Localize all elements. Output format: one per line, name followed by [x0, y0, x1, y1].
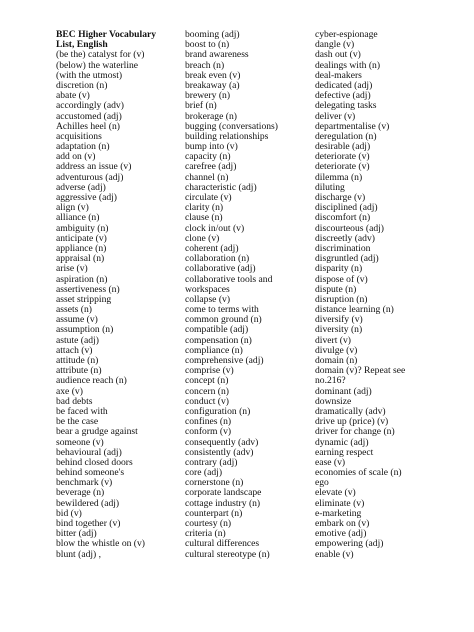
vocabulary-entry: acquisitions: [56, 130, 102, 142]
vocabulary-entry: distance learning (n): [315, 304, 394, 316]
vocabulary-entry: disruption (n): [315, 293, 368, 305]
vocabulary-entry: deal-makers: [315, 69, 362, 81]
vocabulary-entry: workspaces: [185, 283, 230, 295]
vocabulary-entry: alliance (n): [56, 212, 100, 224]
vocabulary-entry: clock in/out (v): [185, 222, 245, 234]
vocabulary-entry: building relationships: [185, 130, 269, 142]
vocabulary-entry: desirable (adj): [315, 141, 371, 153]
vocabulary-entry: no.216?: [315, 375, 346, 387]
vocabulary-entry: bewildered (adj): [56, 497, 120, 509]
vocabulary-entry: diluting: [315, 181, 345, 193]
vocabulary-entry: ego: [315, 477, 329, 489]
vocabulary-entry: discreetly (adv): [315, 232, 375, 244]
vocabulary-entry: criteria (n): [185, 528, 226, 540]
vocabulary-entry: dispose of (v): [315, 273, 368, 285]
vocabulary-entry: align (v): [56, 202, 89, 214]
vocabulary-entry: assumption (n): [56, 324, 114, 336]
vocabulary-entry: dilemma (n): [315, 171, 363, 183]
vocabulary-entry: circulate (v): [185, 192, 232, 203]
vocabulary-entry: (with the utmost): [56, 69, 123, 81]
vocabulary-entry: discrimination: [315, 242, 371, 254]
document-title-line-2: List, English: [56, 39, 108, 51]
vocabulary-entry: behind someone's: [56, 467, 125, 479]
vocabulary-entry: attitude (n): [56, 355, 99, 366]
vocabulary-entry: dominant (adj): [315, 385, 372, 397]
vocabulary-entry: domain (n): [315, 355, 358, 366]
vocabulary-entry: bad debts: [56, 395, 93, 407]
vocabulary-entry: concern (n): [185, 385, 229, 397]
vocabulary-entry: diversify (v): [315, 314, 363, 326]
vocabulary-entry: benchmark (v): [56, 477, 113, 489]
vocabulary-entry: eliminate (v): [315, 497, 365, 509]
vocabulary-entry: assume (v): [56, 314, 98, 326]
vocabulary-entry: brokerage (n): [185, 110, 237, 122]
vocabulary-entry: comprise (v): [185, 365, 234, 377]
vocabulary-entry: common ground (n): [185, 314, 262, 326]
vocabulary-entry: disciplined (adj): [315, 202, 378, 214]
vocabulary-entry: dramatically (adv): [315, 405, 386, 417]
vocabulary-entry: asset stripping: [56, 293, 112, 305]
vocabulary-entry: carefree (adj): [185, 161, 237, 173]
vocabulary-entry: adverse (adj): [56, 181, 106, 193]
vocabulary-entry: deregulation (n): [315, 130, 377, 142]
vocabulary-entry: diversity (n): [315, 324, 363, 336]
vocabulary-entry: consequently (adv): [185, 436, 259, 448]
vocabulary-entry: breach (n): [185, 59, 225, 71]
vocabulary-entry: dynamic (adj): [315, 436, 369, 448]
vocabulary-entry: cornerstone (n): [185, 477, 244, 489]
vocabulary-entry: brand awareness: [185, 49, 249, 61]
vocabulary-entry: disparity (n): [315, 263, 363, 275]
vocabulary-entry: bind together (v): [56, 518, 121, 529]
vocabulary-entry: clause (n): [185, 212, 223, 224]
vocabulary-entry: axe (v): [56, 385, 83, 397]
vocabulary-entry: defective (adj): [315, 90, 371, 102]
vocabulary-entry: conduct (v): [185, 395, 229, 407]
vocabulary-entry: contrary (adj): [185, 456, 238, 468]
vocabulary-entry: assertiveness (n): [56, 283, 120, 295]
vocabulary-entry: divert (v): [315, 334, 351, 346]
vocabulary-entry: discharge (v): [315, 192, 366, 203]
vocabulary-entry: e-marketing: [315, 507, 362, 519]
vocabulary-entry: configuration (n): [185, 405, 251, 417]
vocabulary-entry: dedicated (adj): [315, 79, 373, 91]
vocabulary-entry: dangle (v): [315, 39, 355, 51]
vocabulary-entry: appraisal (n): [56, 253, 105, 265]
vocabulary-entry: concept (n): [185, 375, 229, 387]
vocabulary-entry: be the case: [56, 416, 99, 428]
vocabulary-entry: compensation (n): [185, 334, 252, 346]
vocabulary-entry: bid (v): [56, 507, 82, 519]
vocabulary-column-2: [185, 30, 278, 560]
vocabulary-entry: someone (v): [56, 436, 104, 448]
vocabulary-entry: departmentalise (v): [315, 120, 390, 132]
vocabulary-entry: audience reach (n): [56, 375, 127, 387]
vocabulary-column-1: [56, 30, 156, 560]
vocabulary-entry: compatible (adj): [185, 324, 249, 336]
vocabulary-entry: ease (v): [315, 456, 346, 468]
vocabulary-entry: beverage (n): [56, 487, 105, 499]
vocabulary-entry: accustomed (adj): [56, 110, 122, 122]
vocabulary-entry: bugging (conversations): [185, 120, 278, 132]
vocabulary-entry: disgruntled (adj): [315, 253, 379, 265]
vocabulary-entry: behavioural (adj): [56, 446, 122, 458]
vocabulary-entry: dispute (n): [315, 283, 357, 295]
vocabulary-entry: (be the) catalyst for (v): [56, 49, 145, 61]
vocabulary-entry: aggressive (adj): [56, 192, 118, 203]
vocabulary-entry: economies of scale (n): [315, 467, 402, 479]
vocabulary-entry: astute (adj): [56, 334, 99, 346]
vocabulary-entry: deteriorate (v): [315, 151, 370, 163]
vocabulary-entry: domain (v)? Repeat see: [315, 365, 406, 377]
vocabulary-entry: behind closed doors: [56, 456, 133, 468]
vocabulary-entry: Achilles heel (n): [56, 120, 120, 132]
vocabulary-entry: aspiration (n): [56, 273, 108, 285]
vocabulary-entry: capacity (n): [185, 151, 231, 163]
vocabulary-entry: emotive (adj): [315, 528, 367, 540]
vocabulary-entry: booming (adj): [185, 29, 240, 40]
vocabulary-entry: discomfort (n): [315, 212, 371, 224]
vocabulary-entry: brewery (n): [185, 90, 231, 102]
vocabulary-entry: divulge (v): [315, 344, 358, 356]
vocabulary-entry: embark on (v): [315, 518, 370, 529]
vocabulary-entry: elevate (v): [315, 487, 356, 499]
vocabulary-entry: attach (v): [56, 344, 93, 356]
vocabulary-entry: cyber-espionage: [315, 29, 378, 40]
vocabulary-entry: bitter (adj): [56, 528, 97, 540]
vocabulary-entry: deliver (v): [315, 110, 356, 122]
vocabulary-entry: channel (n): [185, 171, 229, 183]
vocabulary-entry: brief (n): [185, 100, 217, 112]
vocabulary-entry: courtesy (n): [185, 518, 232, 529]
vocabulary-entry: corporate landscape: [185, 487, 262, 499]
document-title-line-1: BEC Higher Vocabulary: [56, 29, 157, 40]
vocabulary-entry: delegating tasks: [315, 100, 377, 112]
vocabulary-entry: ambiguity (n): [56, 222, 109, 234]
vocabulary-column-3: [315, 30, 405, 560]
vocabulary-entry: collaboration (n): [185, 253, 250, 265]
vocabulary-entry: core (adj): [185, 467, 223, 479]
vocabulary-entry: empowering (adj): [315, 538, 384, 550]
vocabulary-entry: dash out (v): [315, 49, 361, 61]
vocabulary-entry: blunt (adj) ,: [56, 548, 102, 560]
vocabulary-entry: compliance (n): [185, 344, 243, 356]
vocabulary-entry: deteriorate (v): [315, 161, 370, 173]
vocabulary-entry: clone (v): [185, 232, 220, 244]
vocabulary-entry: drive up (price) (v): [315, 416, 389, 428]
vocabulary-entry: confines (n): [185, 416, 232, 428]
vocabulary-entry: driver for change (n): [315, 426, 395, 438]
vocabulary-entry: cultural stereotype (n): [185, 548, 270, 560]
vocabulary-entry: collapse (v): [185, 293, 231, 305]
vocabulary-entry: blow the whistle on (v): [56, 538, 145, 550]
vocabulary-entry: bump into (v): [185, 141, 238, 153]
vocabulary-entry: consistently (adv): [185, 446, 254, 458]
vocabulary-entry: cottage industry (n): [185, 497, 261, 509]
vocabulary-entry: (below) the waterline: [56, 59, 139, 71]
vocabulary-entry: anticipate (v): [56, 232, 107, 244]
vocabulary-entry: discourteous (adj): [315, 222, 385, 234]
vocabulary-entry: earning respect: [315, 446, 374, 458]
vocabulary-entry: adaptation (n): [56, 141, 110, 153]
vocabulary-entry: add on (v): [56, 151, 96, 163]
vocabulary-entry: boost to (n): [185, 39, 230, 51]
vocabulary-entry: comprehensive (adj): [185, 355, 264, 366]
vocabulary-entry: address an issue (v): [56, 161, 132, 173]
vocabulary-entry: collaborative tools and: [185, 273, 273, 285]
vocabulary-entry: appliance (n): [56, 242, 107, 254]
vocabulary-entry: clarity (n): [185, 202, 224, 214]
vocabulary-entry: break even (v): [185, 69, 241, 81]
vocabulary-entry: breakaway (a): [185, 79, 240, 91]
vocabulary-entry: accordingly (adv): [56, 100, 124, 112]
vocabulary-entry: counterpart (n): [185, 507, 243, 519]
vocabulary-entry: adventurous (adj): [56, 171, 124, 183]
vocabulary-entry: abate (v): [56, 90, 90, 102]
vocabulary-entry: dealings with (n): [315, 59, 381, 71]
vocabulary-entry: bear a grudge against: [56, 426, 138, 438]
vocabulary-entry: attribute (n): [56, 365, 102, 377]
vocabulary-entry: come to terms with: [185, 304, 259, 316]
vocabulary-entry: characteristic (adj): [185, 181, 257, 193]
vocabulary-entry: enable (v): [315, 548, 354, 560]
vocabulary-entry: assets (n): [56, 304, 92, 316]
vocabulary-entry: discretion (n): [56, 79, 108, 91]
vocabulary-entry: cultural differences: [185, 538, 260, 550]
vocabulary-entry: collaborative (adj): [185, 263, 256, 275]
vocabulary-entry: arise (v): [56, 263, 88, 275]
vocabulary-entry: coherent (adj): [185, 242, 239, 254]
vocabulary-entry: downsize: [315, 395, 352, 407]
vocabulary-entry: conform (v): [185, 426, 232, 438]
vocabulary-entry: be faced with: [56, 405, 108, 417]
